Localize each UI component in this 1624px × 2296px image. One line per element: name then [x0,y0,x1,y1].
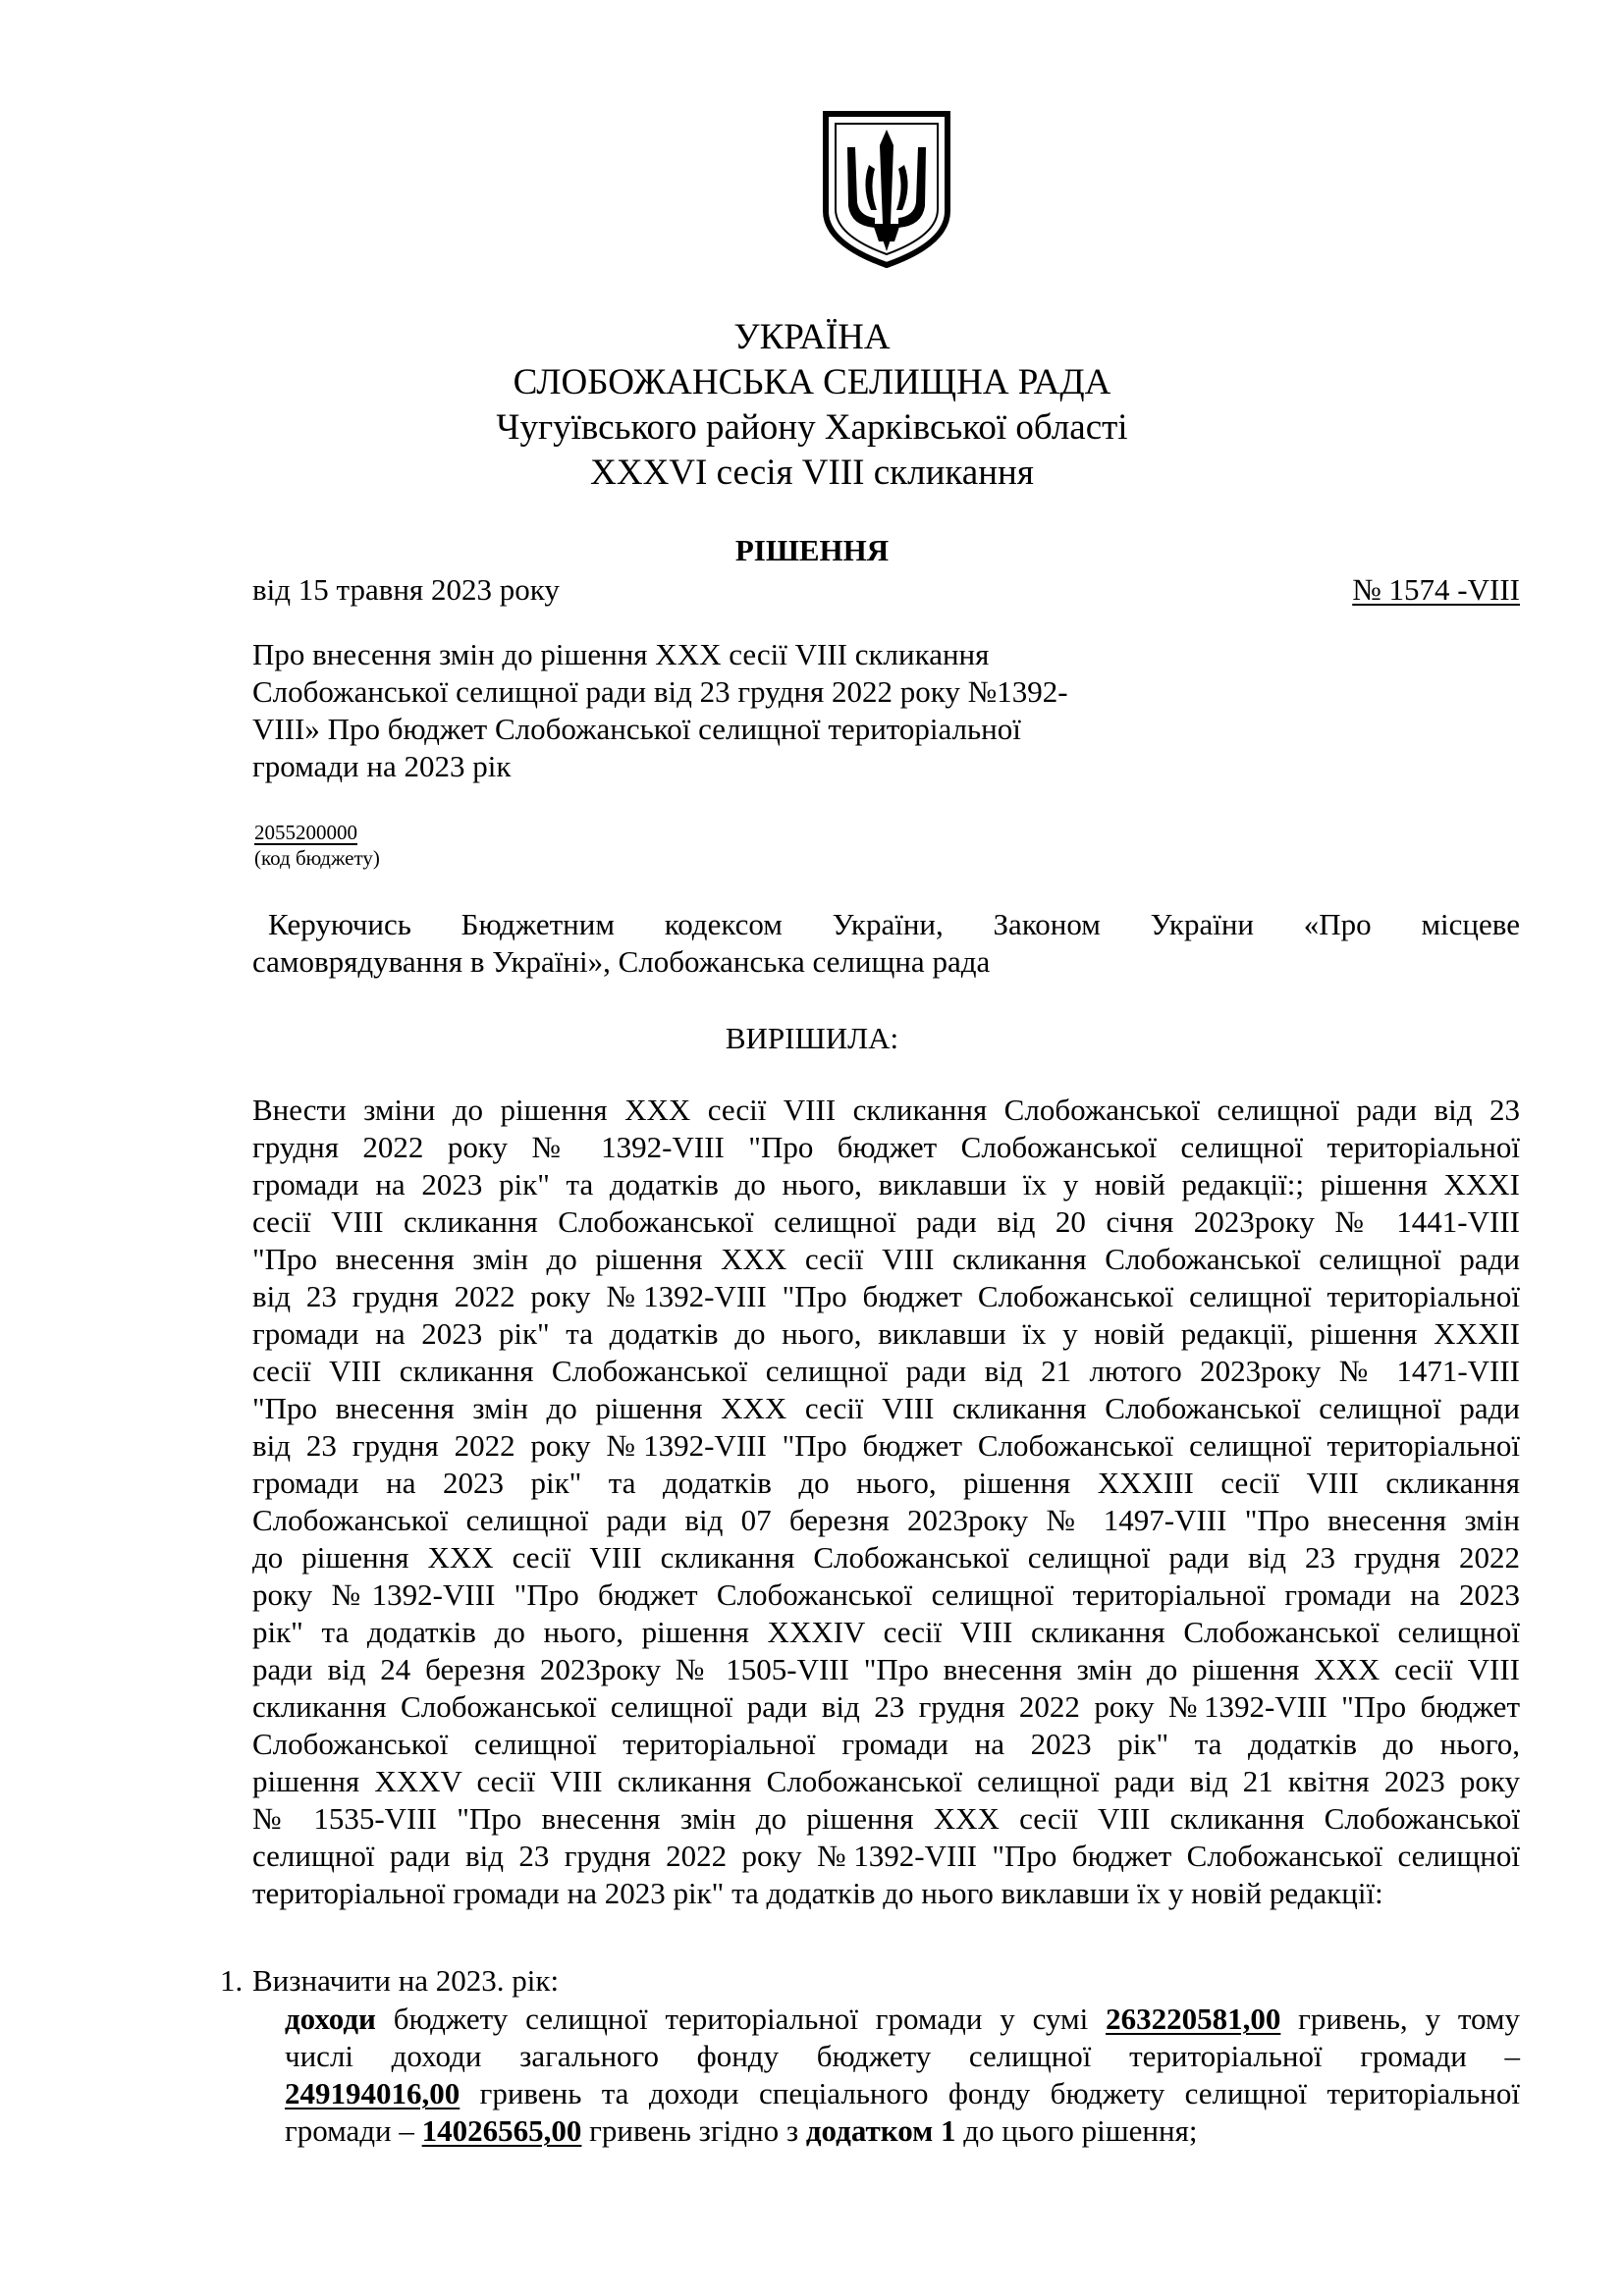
item-1-line: доходи бюджету селищної територіальної громади у сумі 263220581,00 гривень, у тому [285,2002,1520,2036]
paragraph-line: громади на 2023 рік" та додатків до нього, виклавши їх у новій редакції, рішення XXXII [252,1316,1520,1351]
preamble-block [252,906,1520,981]
paragraph-line: від 23 грудня 2022 року №1392-VIII "Про бюджет Слобожанської селищної територіальної [252,1428,1520,1463]
decided-heading: ВИРІШИЛА: [725,1021,899,1055]
document-type-title: РІШЕННЯ [734,533,890,567]
paragraph-line: від 23 грудня 2022 року №1392-VIII "Про бюджет Слобожанської селищної територіальної [252,1279,1520,1313]
preamble-line: самоврядування в Україні», Слобожанська селищна рада [252,944,991,979]
subject-block [252,636,1068,785]
paragraph-line: № 1535-VIII "Про внесення змін до рішення XXX сесії VIII скликання Слобожанської [252,1801,1520,1836]
paragraph-line: сесії VIII скликання Слобожанської селищної ради від 20 січня 2023року № 1441-VIII [252,1204,1520,1239]
header-country: УКРАЇНА [733,317,891,357]
subject-line: громади на 2023 рік [252,749,512,783]
subject-line: Слобожанської селищної ради від 23 грудня 2022 року №1392- [252,674,1068,709]
paragraph-line: селищної ради від 23 грудня 2022 року №1392-VIII "Про бюджет Слобожанської селищної [252,1839,1520,1873]
subject-line: Про внесення змін до рішення XXX сесії VIII скликання [252,637,990,671]
paragraph-line: територіальної громади на 2023 рік" та додатків до нього виклавши їх у новій редакції: [252,1876,1383,1910]
item-1-line: громади – 14026565,00 гривень згідно з додатком 1 до цього рішення; [285,2113,1198,2148]
special-fund-amount: 14026565,00 [421,2113,582,2148]
preamble-line: Керуючись Бюджетним кодексом України, Законом України «Про місцеве [268,907,1520,941]
subject-line: VIII» Про бюджет Слобожанської селищної територіальної [252,712,1021,746]
income-total-amount: 263220581,00 [1106,2002,1281,2036]
paragraph-line: рік" та додатків до нього, рішення XXXIV сесії VIII скликання Слобожанської селищної [252,1615,1520,1649]
main-paragraph [252,1092,1520,1912]
paragraph-line: грудня 2022 року № 1392-VIII "Про бюджет Слобожанської селищної територіальної [252,1130,1520,1164]
paragraph-line: "Про внесення змін до рішення XXX сесії VIII скликання Слобожанської селищної ради [252,1242,1520,1276]
paragraph-line: "Про внесення змін до рішення XXX сесії VIII скликання Слобожанської селищної ради [252,1391,1520,1425]
general-fund-amount: 249194016,00 [285,2076,460,2110]
paragraph-line: Слобожанської селищної ради від 07 березня 2023року № 1497-VIII "Про внесення змін [252,1503,1520,1537]
header-council: СЛОБОЖАНСЬКА СЕЛИЩНА РАДА [513,362,1111,402]
paragraph-line: сесії VIII скликання Слобожанської селищної ради від 21 лютого 2023року № 1471-VIII [252,1354,1520,1388]
budget-code-label: (код бюджету) [254,846,380,870]
item-1-line: 249194016,00 гривень та доходи спеціального фонду бюджету селищної територіальної [285,2076,1520,2110]
paragraph-line: скликання Слобожанської селищної ради від 23 грудня 2022 року №1392-VIII "Про бюджет [252,1689,1520,1724]
budget-code-block [254,820,380,871]
header-session: XXXVI сесія VIII скликання [590,453,1034,493]
paragraph-line: до рішення XXX сесії VIII скликання Слобожанської селищної ради від 23 грудня 2022 [252,1540,1520,1575]
paragraph-line: громади на 2023 рік" та додатків до нього, виклавши їх у новій редакції:; рішення XXXI [252,1167,1520,1201]
document-number: № 1574 -VIII [1352,572,1520,607]
item-1-body [285,2001,1520,2150]
paragraph-line: Слобожанської селищної територіальної громади на 2023 рік" та додатків до нього, [252,1727,1520,1761]
budget-code-value: 2055200000 [254,821,357,844]
item-1-heading: Визначити на 2023. рік: [252,1963,560,1998]
paragraph-line: року №1392-VIII "Про бюджет Слобожанської селищної територіальної громади на 2023 [252,1577,1520,1612]
coat-of-arms-emblem [818,108,955,270]
paragraph-line: рішення XXXV сесії VIII скликання Слобожанської селищної ради від 21 квітня 2023 року [252,1764,1520,1798]
item-1-number: 1. [220,1963,244,1998]
item-1-line: числі доходи загального фонду бюджету селищної територіальної громади – [285,2039,1520,2073]
paragraph-line: Внести зміни до рішення XXX сесії VIII скликання Слобожанської селищної ради від 23 [252,1093,1520,1127]
document-date: від 15 травня 2023 року [252,572,560,607]
paragraph-line: громади на 2023 рік" та додатків до нього, рішення XXXIII сесії VIII скликання [252,1466,1520,1500]
header-district: Чугуївського району Харківської області [496,407,1128,448]
paragraph-line: ради від 24 березня 2023року № 1505-VIII "Про внесення змін до рішення XXX сесії VIII [252,1652,1520,1686]
